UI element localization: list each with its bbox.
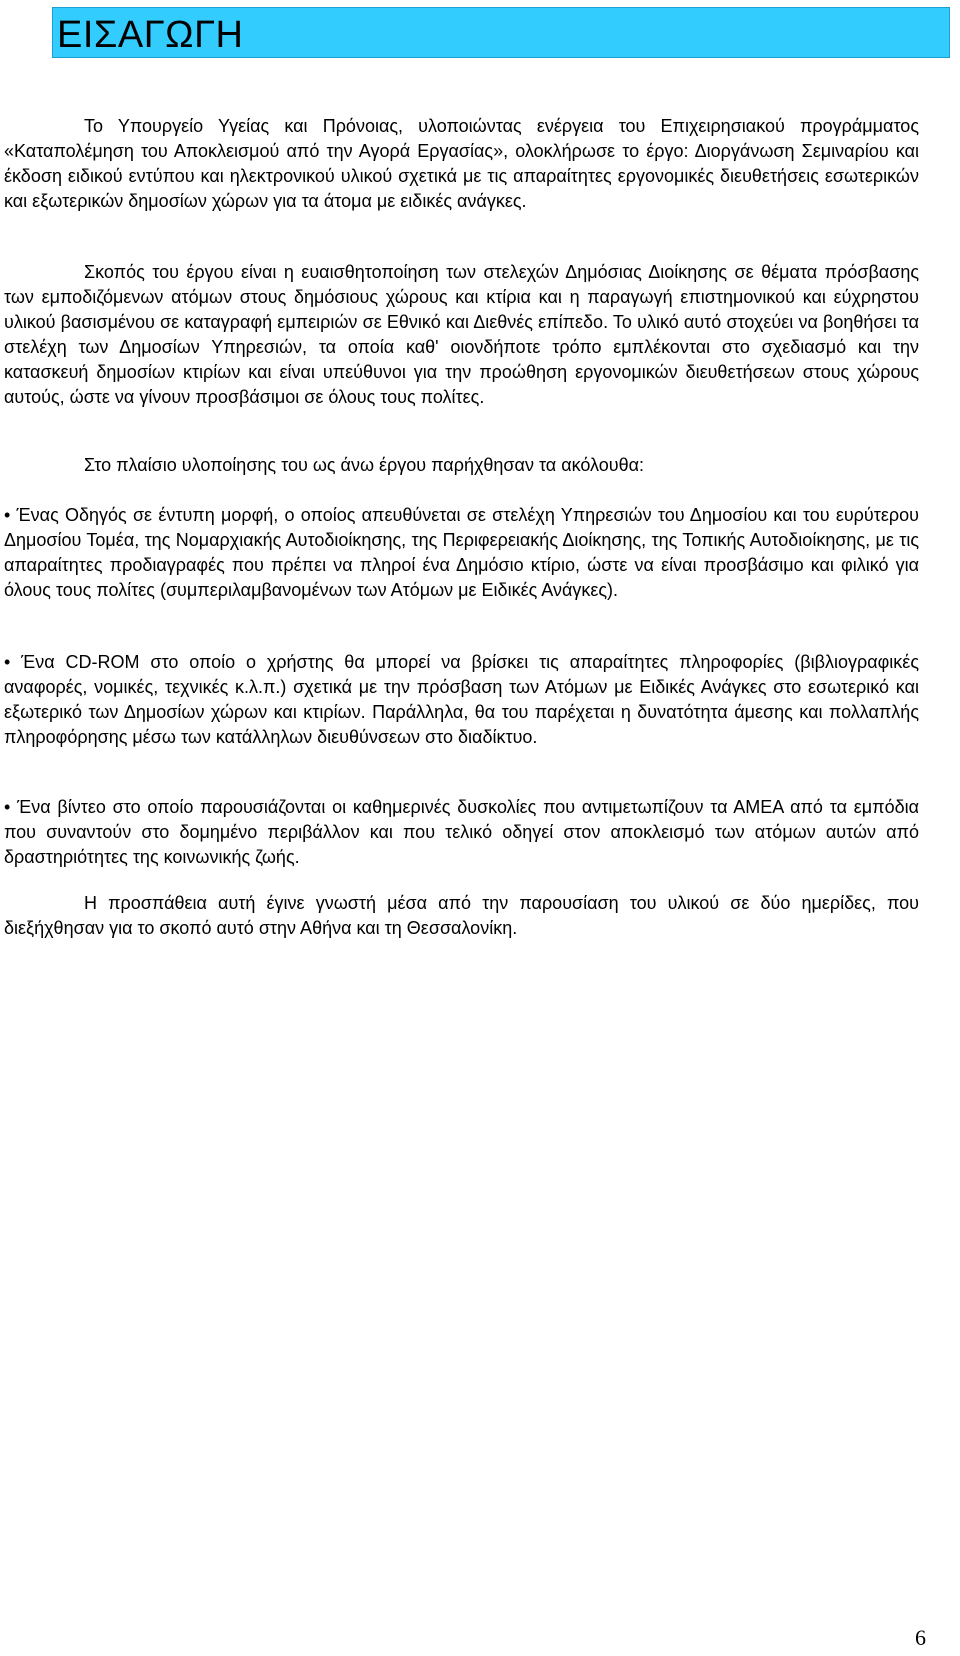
- bullet-video: • Ένα βίντεο στο οποίο παρουσιάζονται οι καθημερινές δυσκολίες που αντιμετωπίζουν τα ΑΜΕΑ από τα εμπόδια που συναντούν στο δομημένο περιβάλλον και που τελικό οδηγεί στον αποκλεισμό των ατόμων αυτών από δραστηριότητες της κοινωνικής ζωής.: [4, 797, 919, 867]
- bullet-guide: • Ένας Οδηγός σε έντυπη μορφή, ο οποίος απευθύνεται σε στελέχη Υπηρεσιών του Δημοσίου και του ευρύτερου Δημοσίου Τομέα, της Νομαρχιακής Αυτοδιοίκησης, της Περιφερειακής Διοίκησης, της Τοπικής Αυτοδιοίκησης, με τις απαραίτητες προδιαγραφές που πρέπει να πληροί ένα Δημόσιο κτίριο, ώστε να είναι προσβάσιμο και φιλικό για όλους τους πολίτες (συμπεριλαμβανομένων των Ατόμων με Ειδικές Ανάγκες).: [4, 505, 919, 600]
- deliverables-intro: Στο πλαίσιο υλοποίησης του ως άνω έργου παρήχθησαν τα ακόλουθα:: [84, 455, 645, 475]
- heading-band: [52, 7, 950, 58]
- page-title: ΕΙΣΑΓΩΓΗ: [57, 14, 244, 56]
- purpose-paragraph: Σκοπός του έργου είναι η ευαισθητοποίηση των στελεχών Δημόσιας Διοίκησης σε θέματα πρόσβασης των εμποδιζόμενων ατόμων στους δημόσιους χώρους και κτίρια και η παραγωγή επιστημονικού και εύχρηστου υλικού βασισμένου σε καταγραφή εμπειριών σε Εθνικό και Διεθνές επίπεδο. Το υλικό αυτό στοχεύει να βοηθήσει τα στελέχη των Δημοσίων Υπηρεσιών, τα οποία καθ' οιονδήποτε τρόπο εμπλέκονται στο σχεδιασμό και την κατασκευή δημοσίων κτιρίων και είναι υπεύθυνοι για την προώθηση εργονομικών διευθετήσεων στους χώρους αυτούς, ώστε να γίνουν προσβάσιμοι σε όλους τους πολίτες.: [4, 262, 919, 407]
- closing-paragraph: Η προσπάθεια αυτή έγινε γνωστή μέσα από την παρουσίαση του υλικού σε δύο ημερίδες, που διεξήχθησαν για το σκοπό αυτό στην Αθήνα και τη Θεσσαλονίκη.: [4, 893, 919, 938]
- bullet-cdrom: • Ένα CD-ROM στο οποίο ο χρήστης θα μπορεί να βρίσκει τις απαραίτητες πληροφορίες (βιβλιογραφικές αναφορές, νομικές, τεχνικές κ.λ.π.) σχετικά με την πρόσβαση των Ατόμων με Ειδικές Ανάγκες στο εσωτερικό και εξωτερικό των Δημοσίων χώρων και κτιρίων. Παράλληλα, θα του παρέχεται η δυνατότητα άμεσης και πολλαπλής πληροφόρησης μέσω των κατάλληλων διευθύνσεων στο διαδίκτυο.: [4, 652, 919, 747]
- page-number: 6: [915, 1625, 926, 1650]
- intro-paragraph: Το Υπουργείο Υγείας και Πρόνοιας, υλοποιώντας ενέργεια του Επιχειρησιακού προγράμματος «Καταπολέμηση του Αποκλεισμού από την Αγορά Εργασίας», ολοκλήρωσε το έργο: Διοργάνωση Σεμιναρίου και έκδοση ειδικού εντύπου και ηλεκτρονικού υλικού σχετικά με τις απαραίτητες εργονομικές διευθετήσεις εσωτερικών και εξωτερικών δημοσίων χώρων για τα άτομα με ειδικές ανάγκες.: [4, 116, 919, 211]
